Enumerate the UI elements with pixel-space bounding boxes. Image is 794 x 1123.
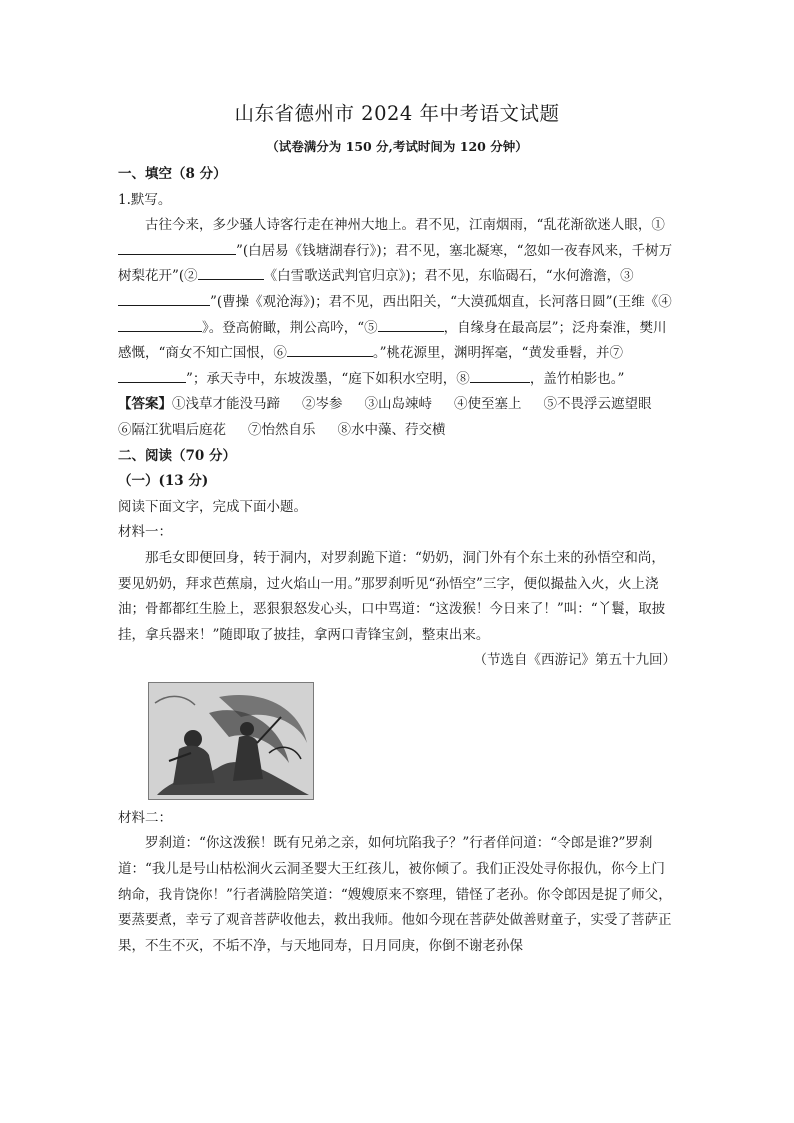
answer-item: ③山岛竦峙 [364,396,432,413]
passage-text: ”(曹操《观沧海》)；君不见，西出阳关，“大漠孤烟直，长河落日圆”(王维《④ [210,293,672,310]
illustration-drawing [149,683,313,799]
passage-text: 古往今来，多少骚人诗客行走在神州大地上。君不见，江南烟雨，“乱花渐欲迷人眼，① [145,217,665,234]
passage-text: ”；承天寺中，东坡泼墨，“庭下如积水空明，⑧ [186,370,470,387]
question-label: 1.默写。 [118,191,172,208]
illustration-image [148,682,314,800]
material-one-text: 那毛女即便回身，转于洞内，对罗刹跪下道：“奶奶，洞门外有个东土来的孙悟空和尚，要见奶奶，拜求芭蕉扇，过火焰山一用。”那罗刹听见“孙悟空”三字，便似撮盐入火，火上浇油；骨都都红生脸上，恶狠狠怒发心头，口中骂道：“这泼猴！今日来了！”叫：“丫鬟，取披挂，拿兵器来！”随即取了披挂，拿两口青锋宝剑，整束出来。 [118,549,666,643]
document-body [118,162,676,959]
answer-item: ⑥隔江犹唱后庭花 [118,421,226,438]
material-one-source: （节选自《西游记》第五十九回） [473,652,676,669]
answer-item: ①浅草才能没马蹄 [172,396,280,413]
passage-text: ”(白居易《钱塘湖春行》)；君不见，塞北凝寒，“忽如一夜春风来，千树万树梨花开”(② [118,242,673,285]
answer-block [118,392,676,443]
blank-8[interactable] [470,367,530,383]
blank-3[interactable] [118,290,210,306]
answer-item: ④使至塞上 [454,396,522,413]
answer-item: ⑧水中藻、荇交横 [337,421,446,438]
blank-7[interactable] [118,367,186,383]
answer-item: ⑤不畏浮云遮望眼 [543,396,652,413]
page-title: 山东省德州市 2024 年中考语文试题 [234,102,560,125]
answer-item: ⑦怡然自乐 [248,421,316,438]
blank-6[interactable] [287,341,373,357]
blank-2[interactable] [198,264,264,280]
passage-text: 《白雪歌送武判官归京》)；君不见，东临碣石，“水何澹澹，③ [263,268,634,285]
passage-text: ，自缘身在最高层”；泛舟秦淮，樊川感慨，“商女不知亡国恨，⑥ [118,319,667,362]
material-two-label: 材料二： [118,809,172,826]
section-heading-fill: 一、填空（8 分） [118,166,227,182]
blank-1[interactable] [118,239,236,255]
section-heading-reading: 二、阅读（70 分） [118,447,236,464]
material-one-label: 材料一： [118,524,172,541]
blank-4[interactable] [118,316,202,332]
exam-subtitle: （试卷满分为 150 分,考试时间为 120 分钟） [266,139,528,154]
passage-text: 》。登高俯瞰，荆公高吟，“⑤ [202,319,378,336]
blank-5[interactable] [378,316,444,332]
instruction-text: 阅读下面文字，完成下面小题。 [118,498,307,515]
part-heading: （一）(13 分) [118,473,209,490]
passage-text: 。”桃花源里，渊明挥毫，“黄发垂髫，并⑦ [372,345,623,362]
material-two-text: 罗刹道：“你这泼猴！既有兄弟之亲，如何坑陷我子？”行者佯问道：“令郎是谁?”罗刹道：“我儿是号山枯松涧火云洞圣婴大王红孩儿，被你倾了。我们正没处寻你报仇，你今上门纳命，我肯饶你！”行者满脸陪笑道：“嫂嫂原来不察理，错怪了老孙。你令郎因是捉了师父，要蒸要煮，幸亏了观音菩萨收他去，救出我师。他如今现在菩萨处做善财童子，实受了菩萨正果，不生不灭，不垢不净，与天地同寿，日月同庚，你倒不谢老孙保 [118,835,672,954]
question-passage [118,213,676,392]
passage-text: ，盖竹柏影也。” [529,370,625,387]
answer-item: ②岑参 [302,396,343,413]
answer-label: 【答案】 [118,396,172,413]
